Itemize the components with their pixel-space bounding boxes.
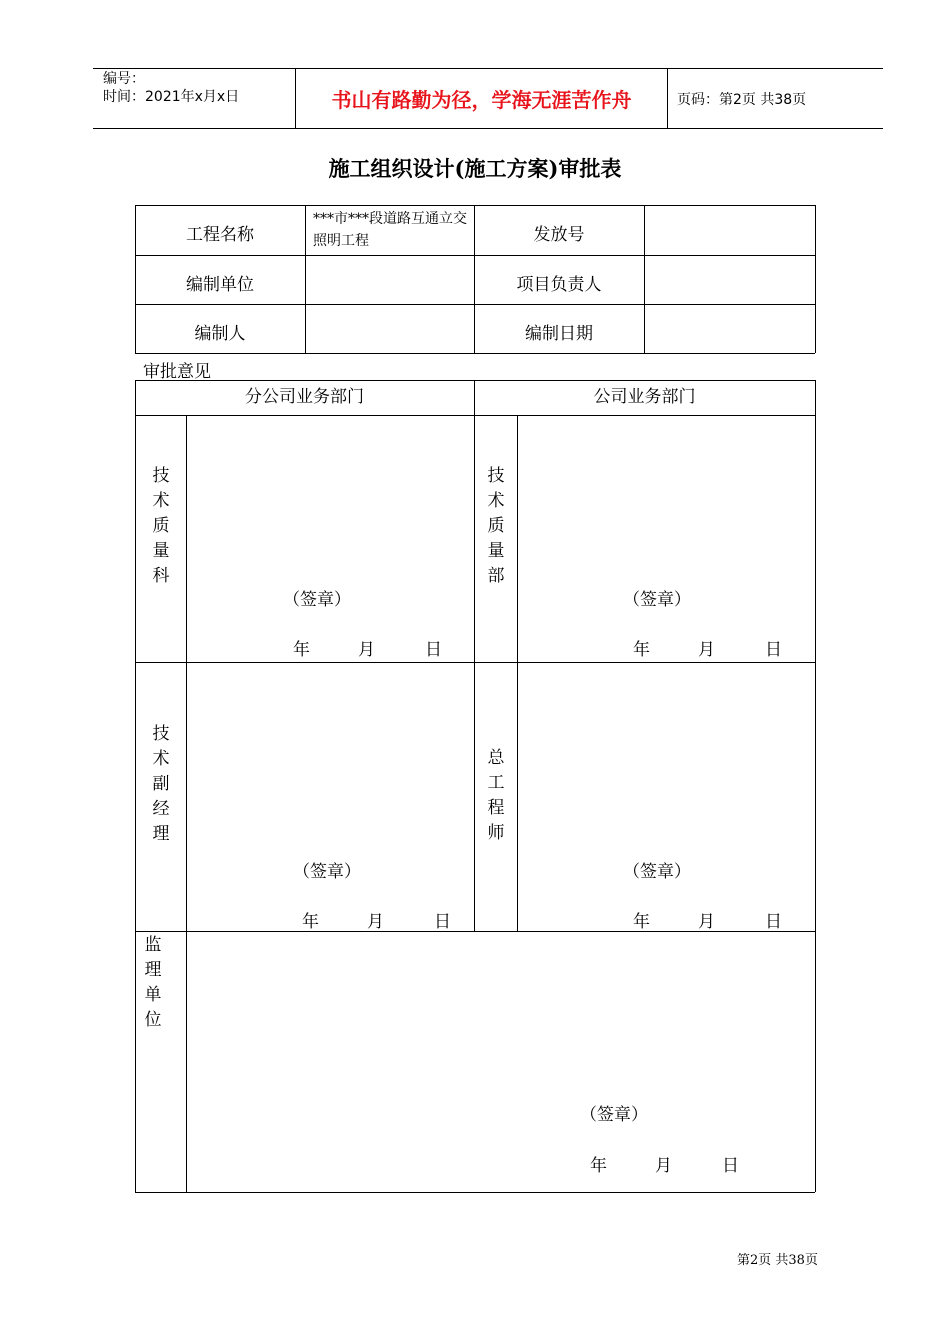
- day-label: 日: [722, 1156, 739, 1176]
- signature-seal[interactable]: （签章）: [283, 590, 351, 610]
- day-label: 日: [765, 640, 782, 660]
- header-meta: [103, 70, 239, 106]
- signature-date[interactable]: [302, 907, 451, 932]
- project-name-label: 工程名称: [186, 225, 254, 245]
- year-label: 年: [633, 912, 650, 932]
- month-label: 月: [367, 912, 384, 932]
- header-page-info: 页码：第2页 共38页: [677, 92, 807, 108]
- signature-date[interactable]: [293, 635, 442, 660]
- company-dept-heading: 公司业务部门: [593, 387, 696, 407]
- chief-engineer-label: 总 工 程 师: [487, 748, 505, 843]
- prepare-unit-label: 编制单位: [186, 275, 254, 295]
- document-title: 施工组织设计(施工方案)审批表: [328, 156, 622, 181]
- signature-date[interactable]: [633, 907, 782, 932]
- year-label: 年: [293, 640, 310, 660]
- prepare-date-label: 编制日期: [525, 324, 593, 344]
- month-label: 月: [698, 912, 715, 932]
- signature-seal[interactable]: （签章）: [293, 862, 361, 882]
- branch-dept-heading: 分公司业务部门: [245, 387, 364, 407]
- day-label: 日: [434, 912, 451, 932]
- signature-seal[interactable]: （签章）: [623, 862, 691, 882]
- month-label: 月: [698, 640, 715, 660]
- number-label: 编号：: [103, 71, 145, 87]
- release-no-label: 发放号: [533, 225, 585, 245]
- year-label: 年: [302, 912, 319, 932]
- time-label: 时间：2021年x月x日: [103, 89, 240, 105]
- tech-quality-dept-label: 技 术 质 量 部: [487, 466, 505, 586]
- project-leader-label: 项目负责人: [516, 275, 602, 295]
- footer-page-info: 第2页 共38页: [737, 1253, 818, 1268]
- signature-date[interactable]: [590, 1151, 739, 1176]
- year-label: 年: [633, 640, 650, 660]
- signature-seal[interactable]: （签章）: [580, 1105, 648, 1125]
- day-label: 日: [425, 640, 442, 660]
- header-motto: 书山有路勤为径，学海无涯苦作舟: [331, 88, 632, 112]
- header-divider: [667, 68, 668, 128]
- supervision-unit-label: 监 理 单 位: [144, 935, 162, 1030]
- tech-quality-section-label: 技 术 质 量 科: [152, 466, 170, 586]
- month-label: 月: [655, 1156, 672, 1176]
- year-label: 年: [590, 1156, 607, 1176]
- signature-seal[interactable]: （签章）: [623, 590, 691, 610]
- day-label: 日: [765, 912, 782, 932]
- preparer-label: 编制人: [194, 324, 246, 344]
- tech-deputy-manager-label: 技 术 副 经 理: [152, 724, 170, 844]
- month-label: 月: [358, 640, 375, 660]
- project-name-value[interactable]: ***市***段道路互通立交照明工程: [313, 211, 467, 249]
- approval-section-label: 审批意见: [143, 362, 211, 382]
- header-top-rule: [93, 68, 883, 69]
- header-bottom-rule: [93, 128, 883, 129]
- signature-date[interactable]: [633, 635, 782, 660]
